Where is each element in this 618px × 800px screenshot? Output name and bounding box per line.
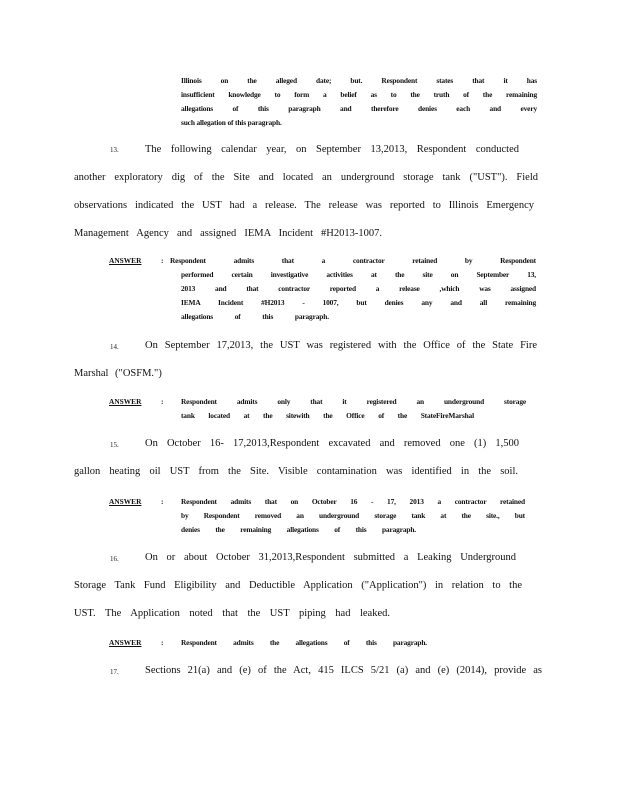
answer-text [181,525,416,538]
paragraph-line: Marshal ("OSFM.") [74,368,162,379]
paragraph-line: UST. The Application noted that the UST piping had leaked. [74,608,390,619]
answer-continuation [181,76,537,131]
answer-label: ANSWER [109,397,142,406]
answer-label: ANSWER [109,497,142,506]
answer-colon: : [161,638,164,647]
answer-line: tank located at the sitewith the Office of the StateFireMarshal [181,411,474,420]
paragraph-line: Storage Tank Fund Eligibility and Deductible Application ("Application") in relation to the [74,580,522,591]
paragraph-line: another exploratory dig of the Site and located an underground storage tank ("UST"). Field [74,172,538,183]
paragraph-line: On or about October 31,2013,Respondent submitted a Leaking Underground [145,552,516,563]
paragraph-line: The following calendar year, on September 13,2013, Respondent conducted [145,144,519,155]
answer-line: 2013 and that contractor reported a release ,which was assigned [181,284,536,293]
answer-line: such allegation of this paragraph. [181,118,282,127]
paragraph-number: 17. [110,668,119,676]
answer-text [181,638,427,651]
answer-line: Illinois on the alleged date; but. Respondent states that it has [181,76,537,85]
answer-line: performed certain investigative activities at the site on September 13, [181,270,536,279]
answer-line: Respondent admits the allegations of this paragraph. [181,638,427,647]
paragraph-number: 15. [110,441,119,449]
paragraph-line: On October 16- 17,2013,Respondent excavated and removed one (1) 1,500 [145,438,519,449]
answer-label: ANSWER [109,256,142,265]
answer-line: Respondent admits only that it registered an underground storage [181,397,526,406]
answer-colon: : [161,256,164,265]
paragraph-line: On September 17,2013, the UST was registered with the Office of the State Fire [145,340,537,351]
paragraph-line: observations indicated the UST had a release. The release was reported to Illinois Emergency [74,200,534,211]
answer-line: by Respondent removed an underground storage tank at the site., but [181,511,525,520]
answer-text [181,270,536,325]
answer-label: ANSWER [109,638,142,647]
paragraph-number: 16. [110,555,119,563]
answer-line: denies the remaining allegations of this paragraph. [181,525,416,534]
answer-line: Respondent admits that on October 16 - 17, 2013 a contractor retained [181,497,525,506]
answer-line: IEMA Incident #H2013 - 1007, but denies any and all remaining [181,298,536,307]
answer-colon: : [161,397,164,406]
answer-text [181,397,526,411]
answer-colon: : [161,497,164,506]
paragraph-line: gallon heating oil UST from the Site. Visible contamination was identified in the soil. [74,466,518,477]
answer-text [170,256,536,269]
paragraph-number: 14. [110,343,119,351]
answer-line: allegations of this paragraph and therefore denies each and every [181,104,537,113]
answer-text [181,497,525,525]
answer-line: allegations of this paragraph. [181,312,329,321]
paragraph-line: Management Agency and assigned IEMA Incident #H2013-1007. [74,228,382,239]
paragraph-number: 13. [110,146,119,154]
paragraph-line: Sections 21(a) and (e) of the Act, 415 ILCS 5/21 (a) and (e) (2014), provide as [145,665,542,676]
answer-text [181,411,474,424]
answer-line: insufficient knowledge to form a belief as to the truth of the remaining [181,90,537,99]
answer-line: Respondent admits that a contractor retained by Respondent [170,256,536,265]
